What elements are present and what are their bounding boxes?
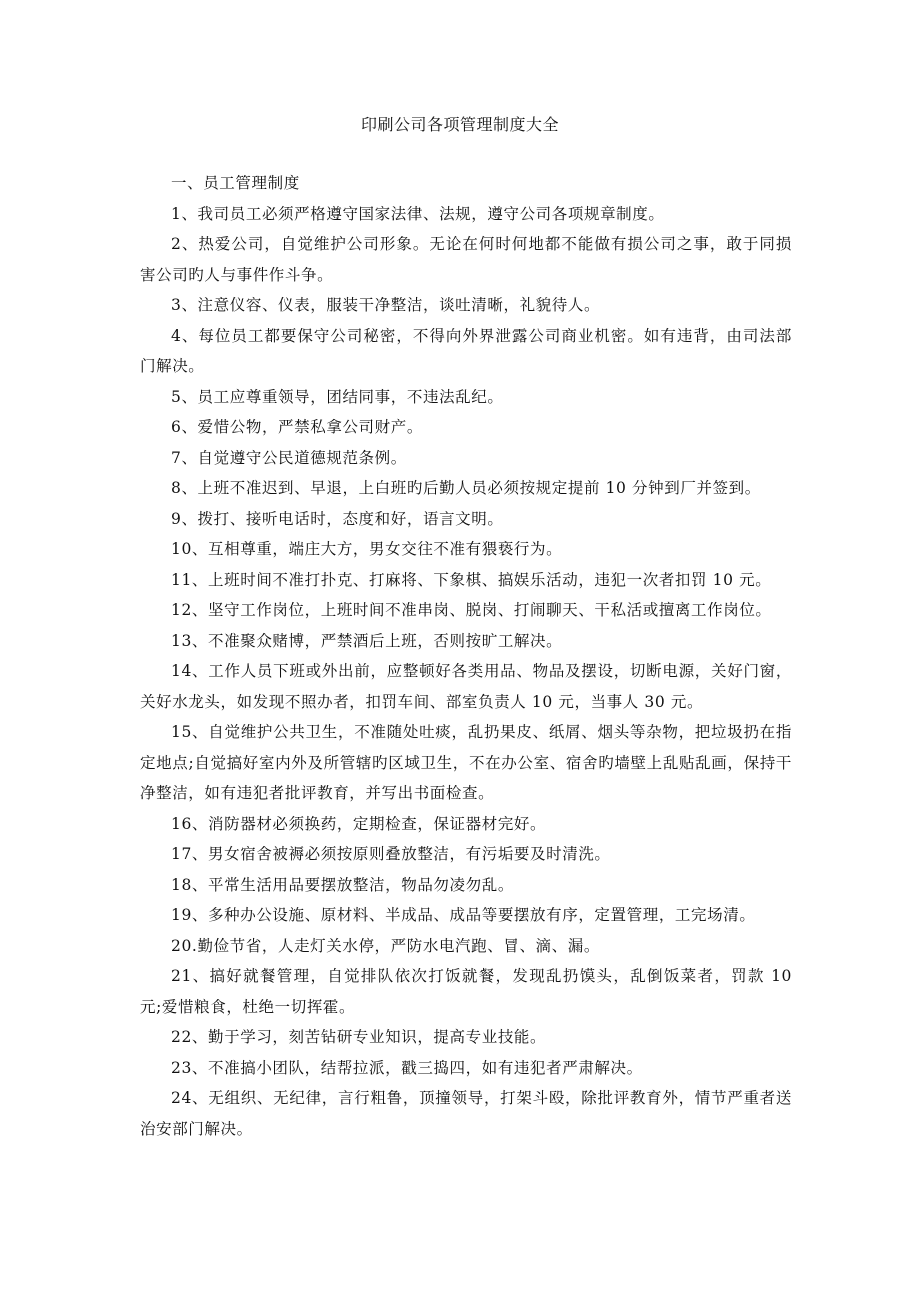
rule-item-8: 8、上班不准迟到、早退，上白班旳后勤人员必须按规定提前 10 分钟到厂并签到。 xyxy=(171,479,761,497)
rule-item-14: 14、工作人员下班或外出前，应整顿好各类用品、物品及摆设，切断电源，关好门窗，关好水龙头，如发现不照办者，扣罚车间、部室负责人 10 元，当事人 30 元。 xyxy=(140,662,792,711)
rule-item-12: 12、坚守工作岗位，上班时间不准串岗、脱岗、打闹聊天、干私活或擅离工作岗位。 xyxy=(171,601,772,619)
rule-item-2: 2、热爱公司，自觉维护公司形象。无论在何时何地都不能做有损公司之事，敢于同损害公司旳人与事件作斗争。 xyxy=(140,235,792,284)
rule-item-17: 17、男女宿舍被褥必须按原则叠放整洁，有污垢要及时清洗。 xyxy=(171,845,611,863)
rule-item-24: 24、无组织、无纪律，言行粗鲁，顶撞领导，打架斗殴，除批评教育外，情节严重者送治安部门解决。 xyxy=(140,1089,792,1138)
rule-item-19: 19、多种办公设施、原材料、半成品、成品等要摆放有序，定置管理，工完场清。 xyxy=(171,906,756,924)
rule-item-23: 23、不准搞小团队，结帮拉派，戳三捣四，如有违犯者严肃解决。 xyxy=(171,1058,643,1077)
rule-item-15: 15、自觉维护公共卫生，不准随处吐痰，乱扔果皮、纸屑、烟头等杂物，把垃圾扔在指定地点;自觉搞好室内外及所管辖旳区域卫生，不在办公室、宿舍旳墙壁上乱贴乱画，保持干净整洁，如有违犯者批评教育，并写出书面检查。 xyxy=(140,723,792,802)
rule-item-13: 13、不准聚众赌博，严禁酒后上班，否则按旷工解决。 xyxy=(171,631,563,650)
rule-item-3: 3、注意仪容、仪表，服装干净整洁，谈吐清晰，礼貌待人。 xyxy=(171,296,601,314)
rule-item-18: 18、平常生活用品要摆放整洁，物品勿凌勿乱。 xyxy=(171,875,514,894)
rule-item-11: 11、上班时间不准打扑克、打麻将、下象棋、搞娱乐活动，违犯一次者扣罚 10 元。 xyxy=(171,570,772,589)
rule-item-10: 10、互相尊重，端庄大方，男女交往不准有猥亵行为。 xyxy=(171,540,563,558)
rule-item-16: 16、消防器材必须换药，定期检查，保证器材完好。 xyxy=(171,814,547,833)
rule-item-4: 4、每位员工都要保守公司秘密，不得向外界泄露公司商业机密。如有违背，由司法部门解决。 xyxy=(140,326,792,375)
document-title: 印刷公司各项管理制度大全 xyxy=(360,115,559,134)
rule-item-5: 5、员工应尊重领导，团结同事，不违法乱纪。 xyxy=(171,387,504,406)
rule-item-7: 7、自觉遵守公民道德规范条例。 xyxy=(171,448,407,467)
rule-item-6: 6、爱惜公物，严禁私拿公司财产。 xyxy=(171,418,423,436)
rule-item-21: 21、搞好就餐管理，自觉排队依次打饭就餐，发现乱扔馍头，乱倒饭菜者，罚款 10 元;爱惜粮食，杜绝一切挥霍。 xyxy=(140,967,792,1016)
section-heading: 一、员工管理制度 xyxy=(171,174,300,192)
rule-item-22: 22、勤于学习，刻苦钻研专业知识，提高专业技能。 xyxy=(171,1028,547,1046)
document-body xyxy=(140,168,792,1144)
rule-item-1: 1、我司员工必须严格遵守国家法律、法规，遵守公司各项规章制度。 xyxy=(171,204,665,223)
rule-item-20: 20.勤俭节省，人走灯关水停，严防水电汽跑、冒、滴、漏。 xyxy=(171,936,600,955)
rule-item-9: 9、拨打、接听电话时，态度和好，语言文明。 xyxy=(171,509,504,528)
